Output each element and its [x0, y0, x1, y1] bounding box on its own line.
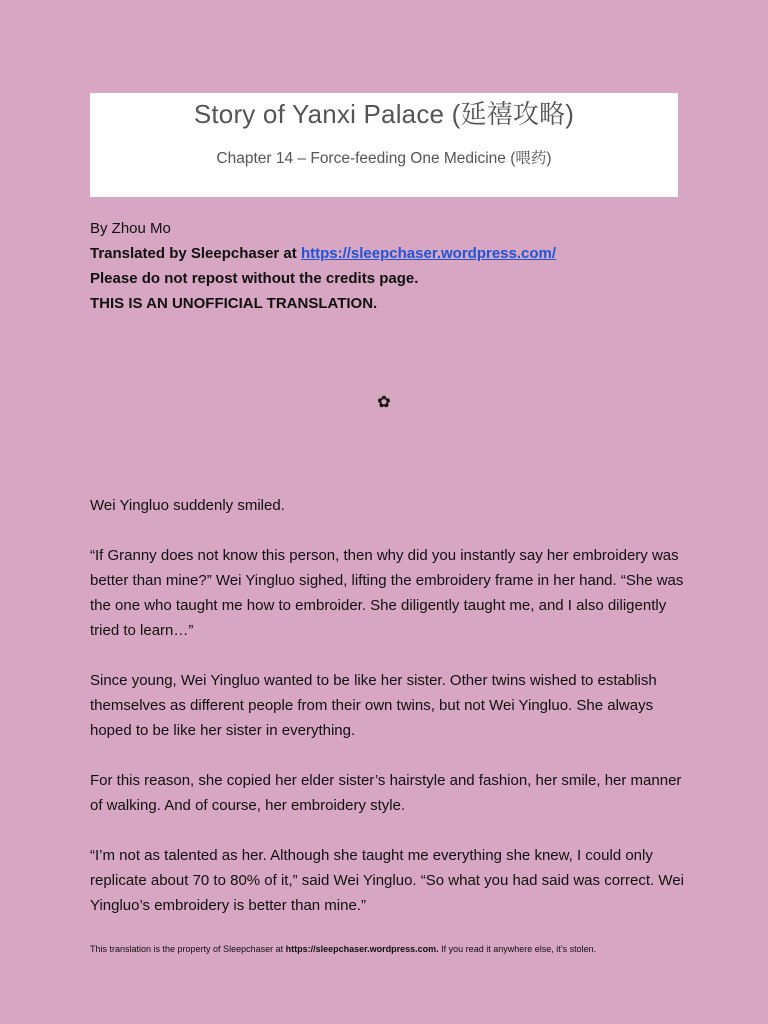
paragraph: Wei Yingluo suddenly smiled. — [90, 497, 285, 514]
chapter-title: Chapter 14 – Force-feeding One Medicine (喂药) — [216, 150, 552, 167]
page-title: Story of Yanxi Palace (延禧攻略) — [193, 99, 575, 129]
author-line: By Zhou Mo — [90, 220, 171, 237]
story-body — [90, 493, 690, 943]
footer-prefix: This translation is the property of Sleepchaser at — [90, 944, 286, 954]
repost-notice: Please do not repost without the credits page. — [90, 270, 419, 287]
translator-prefix: Translated by Sleepchaser at — [90, 245, 301, 262]
paragraph: Since young, Wei Yingluo wanted to be like her sister. Other twins wished to establish themselves as different people from their own twins, but not Wei Yingluo. She always hoped to be like her sister in everything. — [90, 672, 657, 739]
paragraph: “If Granny does not know this person, then why did you instantly say her embroidery was better than mine?” Wei Yingluo sighed, lifting the embroidery frame in her hand. “She was the one who taught me how to embroider. She diligently taught me, and I also diligently tried to learn…” — [90, 547, 684, 639]
title-box — [90, 93, 678, 197]
paragraph: For this reason, she copied her elder sister’s hairstyle and fashion, her smile, her manner of walking. And of course, her embroidery style. — [90, 772, 682, 814]
flower-icon: ✿ — [377, 394, 391, 411]
translator-link[interactable]: https://sleepchaser.wordpress.com/ — [300, 245, 557, 262]
translator-line — [90, 241, 690, 266]
credits-block — [90, 216, 690, 316]
footer-site: https://sleepchaser.wordpress.com. — [285, 944, 439, 954]
footer-notice — [90, 942, 690, 956]
unofficial-notice: THIS IS AN UNOFFICIAL TRANSLATION. — [90, 295, 378, 312]
paragraph: “I’m not as talented as her. Although she taught me everything she knew, I could only replicate about 70 to 80% of it,” said Wei Yingluo. “So what you had said was correct. Wei Yingluo’s embroidery is better than mine.” — [90, 847, 684, 914]
footer-suffix: If you read it anywhere else, it’s stolen. — [438, 944, 597, 954]
